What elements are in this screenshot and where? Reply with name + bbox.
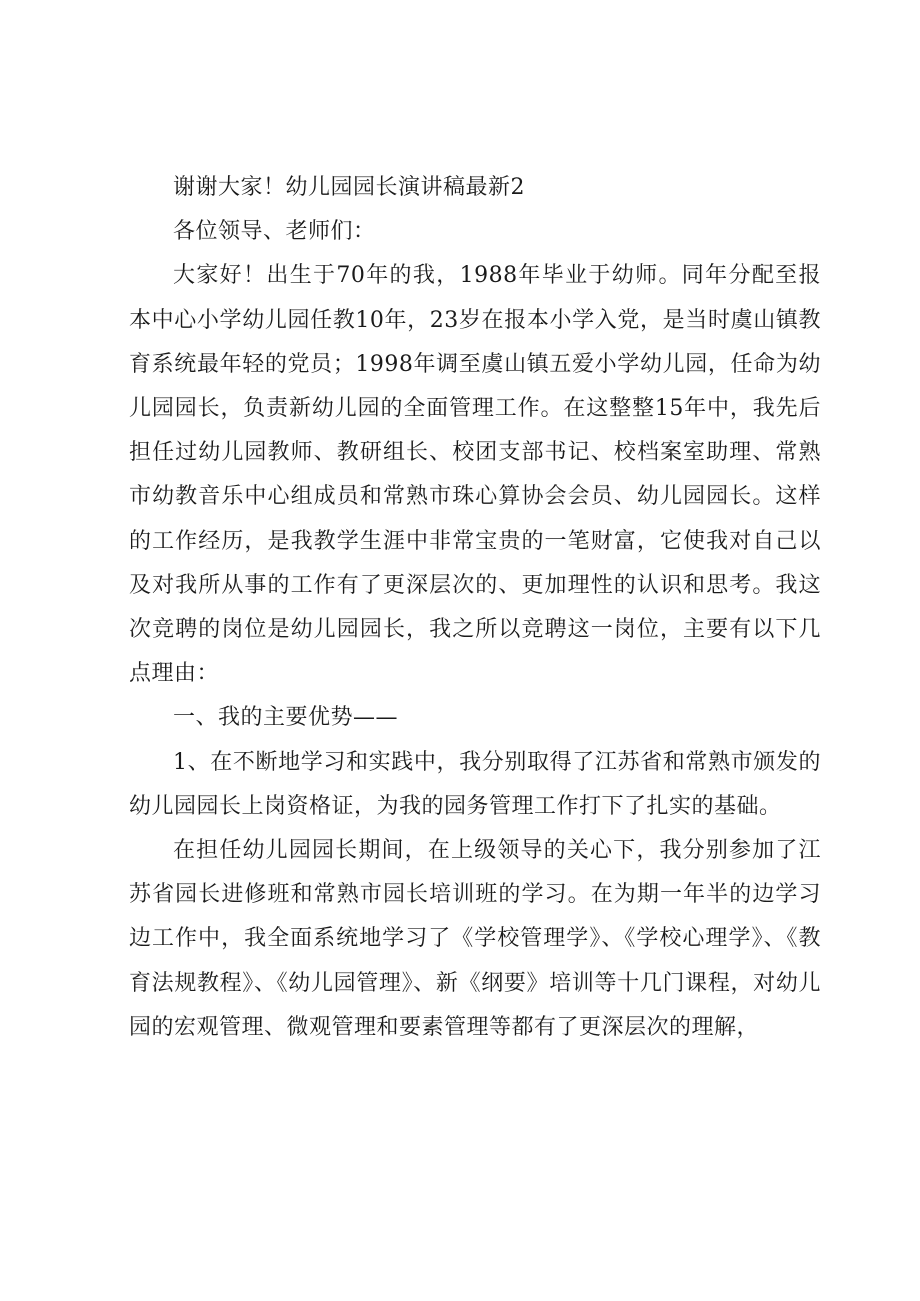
paragraph-introduction: 大家好！出生于70年的我，1988年毕业于幼师。同年分配至报本中心小学幼儿园任教10年，23岁在报本小学入党，是当时虞山镇教育系统最年轻的党员；1998年调至虞山镇五爱小学幼儿园，任命为幼儿园园长，负责新幼儿园的全面管理工作。在这整整15年中，我先后担任过幼儿园教师、教研组长、校团支部书记、校档案室助理、常熟市幼教音乐中心组成员和常熟市珠心算协会会员、幼儿园园长。这样的工作经历，是我教学生涯中非常宝贵的一笔财富，它使我对自己以及对我所从事的工作有了更深层次的、更加理性的认识和思考。我这次竞聘的岗位是幼儿园园长，我之所以竞聘这一岗位，主要有以下几点理由： (129, 263, 821, 687)
section-heading-advantages: 一、我的主要优势—— (173, 705, 399, 731)
paragraph-point-1: 1、在不断地学习和实践中，我分别取得了江苏省和常熟市颁发的幼儿园园长上岗资格证，为我的园务管理工作打下了扎实的基础。 (129, 749, 821, 819)
paragraph-training: 在担任幼儿园园长期间，在上级领导的关心下，我分别参加了江苏省园长进修班和常熟市园长培训班的学习。在为期一年半的边学习边工作中，我全面系统地学习了《学校管理学》、《学校心理学》、《教育法规教程》、《幼儿园管理》、新《纲要》培训等十几门课程，对幼儿园的宏观管理、微观管理和要素管理等都有了更深层次的理解， (129, 838, 821, 1040)
document-title-line: 谢谢大家！幼儿园园长演讲稿最新2 (173, 175, 525, 200)
salutation: 各位领导、老师们： (173, 219, 376, 245)
document-body (129, 166, 821, 1050)
